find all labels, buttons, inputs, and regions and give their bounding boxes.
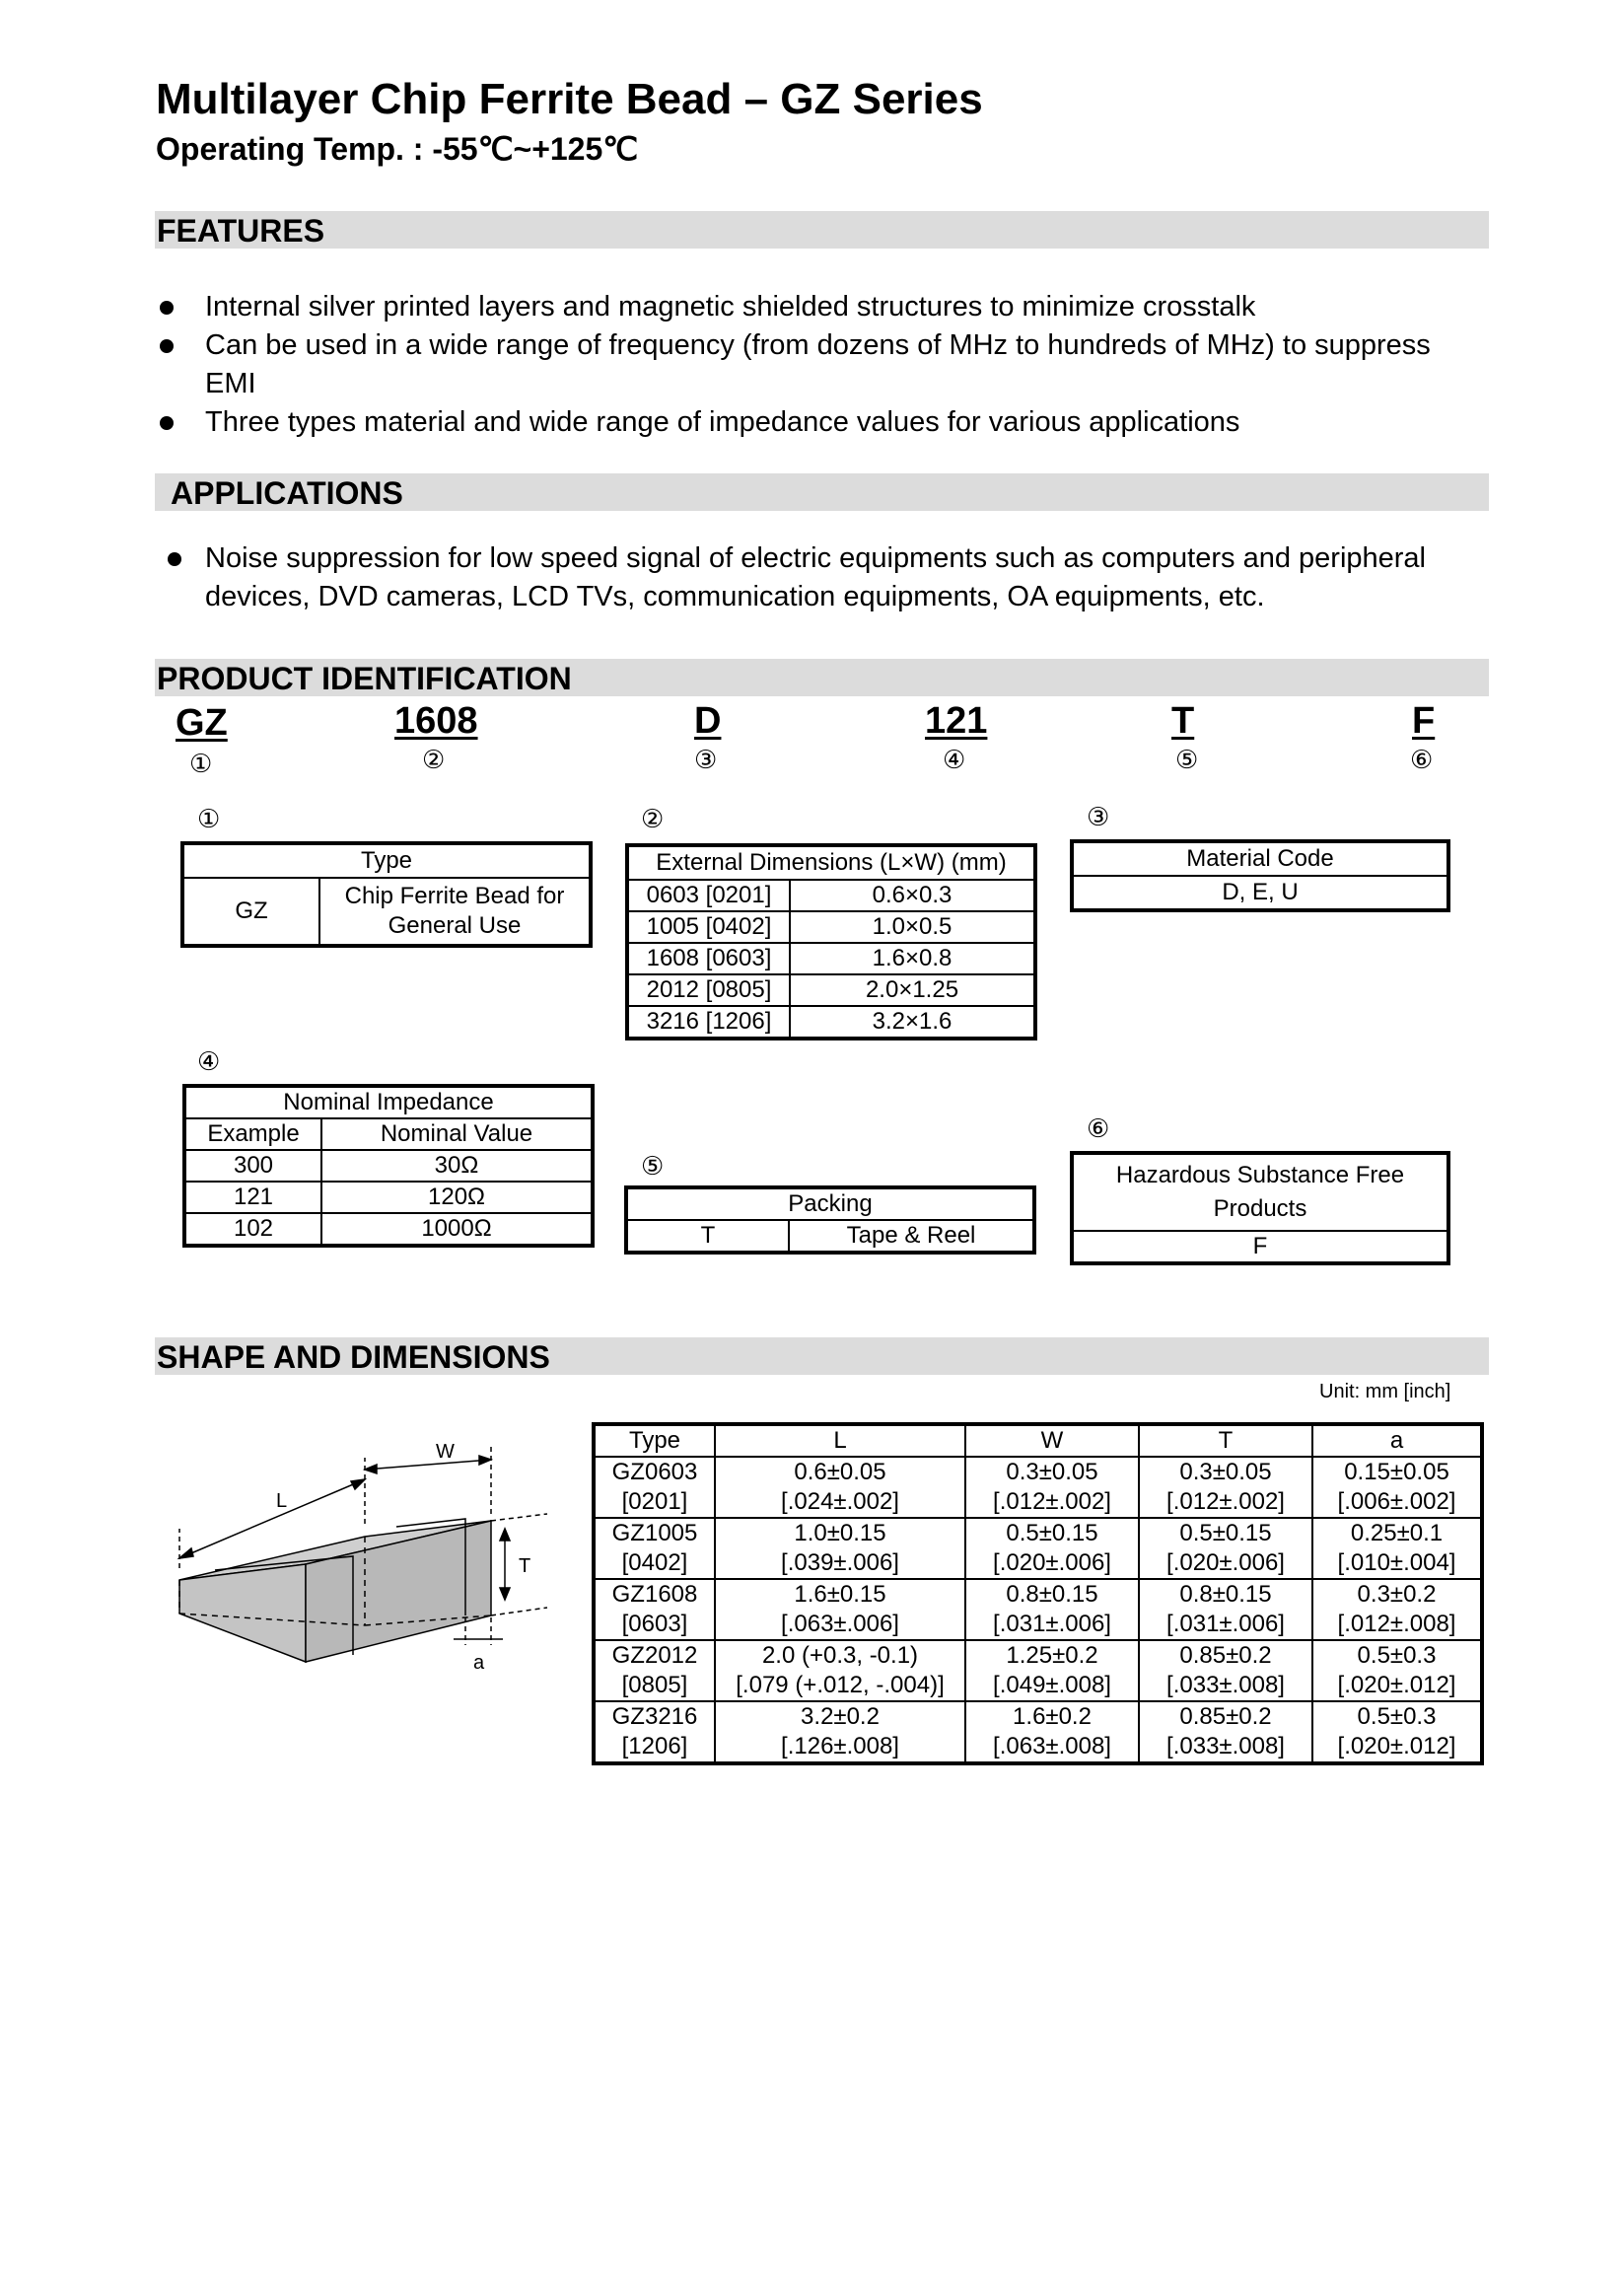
- table-row: GZ3216 [1206] 3.2±0.2 [.126±.008] 1.6±0.2 [.063±.008] 0.85±0.2 [.033±.008] 0.5±0.3 [.020±.012]: [594, 1701, 1482, 1763]
- packing-table-header: Packing: [626, 1187, 1034, 1220]
- table-row: GZ1005 [0402] 1.0±0.15 [.039±.006] 0.5±0.15 [.020±.006] 0.5±0.15 [.020±.006] 0.25±0.1 [.010±.004]: [594, 1518, 1482, 1579]
- code-part-series: GZ: [176, 702, 228, 744]
- list-item: Can be used in a wide range of frequency (from dozens of MHz to hundreds of MHz) to suppress EMI: [158, 326, 1479, 403]
- marker-6: ⑥: [1410, 746, 1434, 775]
- material-table-header: Material Code: [1072, 841, 1448, 876]
- label-L: L: [276, 1490, 288, 1512]
- marker-5: ⑤: [1175, 746, 1199, 775]
- table-row: GZ2012 [0805] 2.0 (+0.3, -0.1) [.079 (+.012, -.004)] 1.25±0.2 [.049±.008] 0.85±0.2 [.033±.008] 0.5±0.3 [.020±.012]: [594, 1640, 1482, 1701]
- table-header-row: Type L W T a: [594, 1424, 1482, 1457]
- label-a: a: [473, 1652, 485, 1674]
- type-table: [180, 841, 593, 948]
- features-section-bar: [155, 211, 1489, 249]
- table-row: GZ1608 [0603] 1.6±0.15 [.063±.006] 0.8±0.15 [.031±.006] 0.8±0.15 [.031±.006] 0.3±0.2 [.012±.008]: [594, 1579, 1482, 1640]
- hazard-table-header: Hazardous Substance Free Products: [1072, 1153, 1448, 1231]
- dimensions-table-header: External Dimensions (L×W) (mm): [627, 845, 1035, 880]
- applications-heading: APPLICATIONS: [171, 475, 403, 511]
- type-code-cell: GZ: [182, 878, 319, 946]
- chip-diagram: [158, 1420, 572, 1716]
- list-item: Noise suppression for low speed signal of electric equipments such as computers and peripheral devices, DVD cameras, LCD TVs, communication equipments, OA equipments, etc.: [158, 539, 1479, 616]
- packing-code-cell: T: [626, 1220, 789, 1253]
- table-marker-5: ⑤: [641, 1152, 665, 1182]
- unit-label: Unit: mm [inch]: [1319, 1381, 1451, 1402]
- list-item: Internal silver printed layers and magnetic shielded structures to minimize crosstalk: [158, 288, 1479, 326]
- table-row: GZ0603 [0201] 0.6±0.05 [.024±.002] 0.3±0.05 [.012±.002] 0.3±0.05 [.012±.002] 0.15±0.05 [.006±.002]: [594, 1457, 1482, 1518]
- impedance-table-header: Nominal Impedance: [184, 1086, 593, 1118]
- shape-section-bar: [155, 1337, 1489, 1375]
- table-row: 1005 [0402] 1.0×0.5: [627, 911, 1035, 943]
- page-subtitle: Operating Temp. : -55℃~+125℃: [156, 131, 639, 167]
- label-W: W: [436, 1441, 455, 1463]
- table-marker-1: ①: [197, 805, 221, 834]
- features-heading: FEATURES: [157, 213, 325, 249]
- label-T: T: [519, 1555, 531, 1577]
- product-id-heading: PRODUCT IDENTIFICATION: [157, 661, 572, 696]
- material-table: [1070, 839, 1450, 912]
- bullet-icon: [160, 301, 174, 315]
- marker-3: ③: [694, 746, 718, 775]
- table-row: 2012 [0805] 2.0×1.25: [627, 974, 1035, 1006]
- packing-value-cell: Tape & Reel: [789, 1220, 1034, 1253]
- bullet-icon: [160, 416, 174, 430]
- dimensions-table: [625, 843, 1037, 1040]
- chip-front-face: [179, 1564, 306, 1662]
- features-list: [158, 288, 1479, 442]
- bullet-icon: [168, 552, 181, 566]
- table-row: 0603 [0201] 0.6×0.3: [627, 880, 1035, 911]
- table-marker-4: ④: [197, 1047, 221, 1077]
- hazard-table: [1070, 1151, 1450, 1265]
- marker-2: ②: [422, 746, 446, 775]
- code-part-dimension: 1608: [394, 700, 478, 742]
- impedance-table: [182, 1084, 595, 1248]
- list-item: Three types material and wide range of impedance values for various applications: [158, 403, 1479, 442]
- width-arrow: [365, 1460, 491, 1470]
- marker-1: ①: [189, 750, 213, 779]
- chip-side-face: [306, 1521, 491, 1662]
- product-id-section-bar: [155, 659, 1489, 696]
- table-marker-3: ③: [1087, 803, 1110, 832]
- marker-4: ④: [943, 746, 966, 775]
- packing-table: [624, 1185, 1036, 1255]
- type-table-header: Type: [182, 843, 591, 878]
- table-row: 3216 [1206] 3.2×1.6: [627, 1006, 1035, 1039]
- table-row: 102 1000Ω: [184, 1213, 593, 1246]
- code-part-impedance: 121: [925, 700, 988, 742]
- code-part-packing: T: [1171, 700, 1195, 742]
- type-description-cell: Chip Ferrite Bead for General Use: [319, 878, 591, 946]
- bullet-icon: [160, 339, 174, 353]
- hazard-value-cell: F: [1072, 1231, 1448, 1263]
- table-row: 300 30Ω: [184, 1150, 593, 1182]
- shape-heading: SHAPE AND DIMENSIONS: [157, 1339, 550, 1375]
- impedance-col-value: Nominal Value: [321, 1118, 593, 1150]
- code-part-hazard: F: [1412, 700, 1436, 742]
- shape-dimensions-table: [592, 1422, 1484, 1765]
- table-marker-2: ②: [641, 805, 665, 834]
- applications-section-bar: [155, 473, 1489, 511]
- table-marker-6: ⑥: [1087, 1114, 1110, 1144]
- applications-list: [158, 539, 1479, 616]
- impedance-col-example: Example: [184, 1118, 321, 1150]
- page-title: Multilayer Chip Ferrite Bead – GZ Series: [156, 75, 983, 123]
- material-value-cell: D, E, U: [1072, 876, 1448, 910]
- code-part-material: D: [694, 700, 722, 742]
- table-row: 121 120Ω: [184, 1182, 593, 1213]
- table-row: 1608 [0603] 1.6×0.8: [627, 943, 1035, 974]
